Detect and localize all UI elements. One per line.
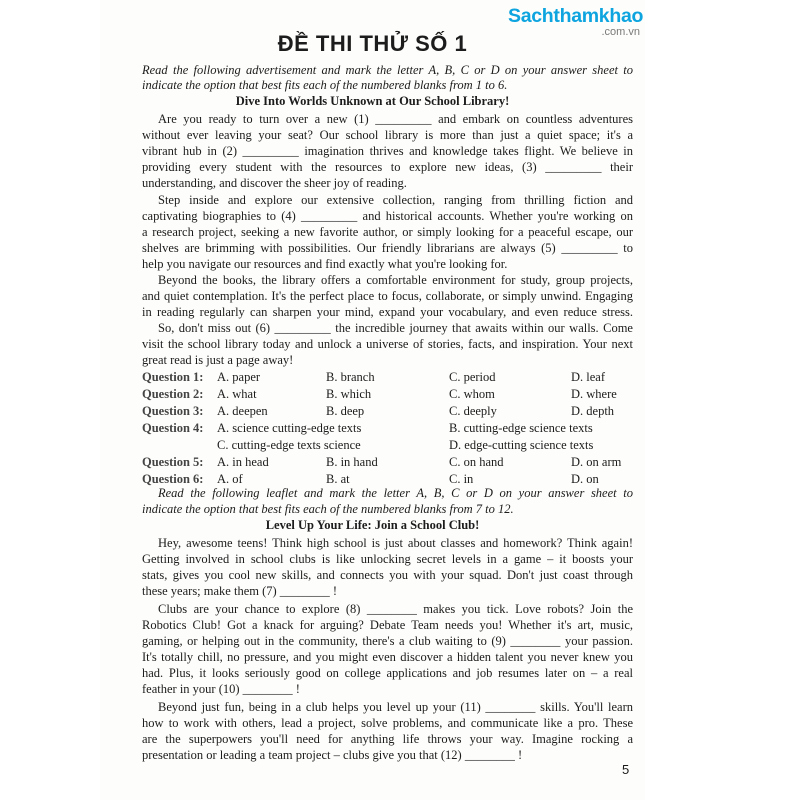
question-label: Question 3:: [142, 404, 204, 418]
option-c[interactable]: C. period: [449, 370, 496, 384]
passage-line: had. Plus, it looks seriously good on college applications and job resumes later on – a real: [142, 666, 633, 680]
exam-page: [100, 0, 645, 800]
passage-line: are the superpowers you'll need for anything life throws your way. Imagine rocking a: [142, 732, 633, 746]
passage-line: Clubs are your chance to explore (8) ________ makes you tick. Love robots? Join the: [158, 602, 633, 616]
instruction-line: Read the following advertisement and mark the letter A, B, C or D on your answer sheet to: [142, 63, 633, 77]
option-d[interactable]: D. on: [571, 472, 599, 486]
passage-line: feather in your (10) ________ !: [142, 682, 300, 696]
option-a[interactable]: A. paper: [217, 370, 261, 384]
option-b[interactable]: B. branch: [326, 370, 375, 384]
brand-name: Sachthamkhao: [508, 5, 644, 27]
passage-line: a research project, seeking a new favorite author, or simply looking for a peaceful escape, our: [142, 225, 633, 239]
question-label: Question 5:: [142, 455, 204, 469]
option-a[interactable]: A. science cutting-edge texts: [217, 421, 362, 435]
passage-line: providing every student with the resources to explore new ideas, (3) _________ their: [142, 160, 633, 174]
option-a[interactable]: A. in head: [217, 455, 269, 469]
passage-line: Step inside and explore our extensive collection, ranging from thrilling fiction and: [158, 193, 633, 207]
passage-line: captivating biographies to (4) _________ and historical accounts. Whether you're working on: [142, 209, 633, 223]
passage-line: without ever leaving your seat? Our school library is more than just a quiet space; it's a: [142, 128, 633, 142]
passage-line: understanding, and discover the sheer joy of reading.: [142, 176, 407, 190]
option-d[interactable]: D. edge-cutting science texts: [449, 438, 594, 452]
option-c[interactable]: C. whom: [449, 387, 495, 401]
brand-domain: .com.vn: [601, 26, 640, 38]
option-b[interactable]: B. cutting-edge science texts: [449, 421, 593, 435]
passage-line: presentation or leading a team project – clubs give you that (12) ________ !: [142, 748, 523, 762]
page-title: ĐỀ THI THỬ SỐ 1: [277, 31, 468, 56]
passage-heading: Level Up Your Life: Join a School Club!: [265, 518, 480, 532]
option-b[interactable]: B. in hand: [326, 455, 378, 469]
passage-line: vibrant hub in (2) _________ imagination thrives and knowledge takes flight. We believe in: [142, 144, 633, 158]
option-b[interactable]: B. deep: [326, 404, 365, 418]
instruction-line: indicate the option that best fits each of the numbered blanks from 1 to 6.: [142, 78, 508, 92]
passage-line: great read is just a page away!: [142, 353, 294, 367]
passage-line: Beyond the books, the library offers a comfortable environment for study, group projects,: [158, 273, 633, 287]
option-d[interactable]: D. on arm: [571, 455, 622, 469]
passage-line: It's totally chill, no pressure, and you might even discover a hidden talent you never knew you: [142, 650, 633, 664]
option-a[interactable]: A. of: [217, 472, 243, 486]
question-label: Question 4:: [142, 421, 204, 435]
passage-line: how to work with others, lead a project, solve problems, and communicate like a pro. These: [142, 716, 633, 730]
question-label: Question 6:: [142, 472, 204, 486]
passage-line: Hey, awesome teens! Think high school is just about classes and homework? Think again!: [158, 536, 633, 550]
passage-line: So, don't miss out (6) _________ the incredible journey that awaits within our walls. Come: [158, 321, 633, 335]
passage-line: visit the school library today and unlock a universe of stories, facts, and inspiration. Your next: [142, 337, 633, 351]
passage-line: Robotics Club! Got a knack for arguing? Debate Team needs you! Whether it's art, music,: [142, 618, 633, 632]
passage-line: Beyond just fun, being in a club helps you level up your (11) ________ skills. You'll learn: [158, 700, 633, 714]
option-a[interactable]: A. what: [217, 387, 257, 401]
option-b[interactable]: B. which: [326, 387, 372, 401]
option-d[interactable]: D. depth: [571, 404, 615, 418]
option-c[interactable]: C. in: [449, 472, 474, 486]
instruction-line: Read the following leaflet and mark the letter A, B, C or D on your answer sheet to: [158, 486, 633, 500]
option-b[interactable]: B. at: [326, 472, 350, 486]
passage-line: gaming, or helping out in the community, there's a club waiting to (9) ________ your passion.: [142, 634, 633, 648]
option-d[interactable]: D. leaf: [571, 370, 606, 384]
passage-line: in reading regularly can sharpen your mind, expand your vocabulary, and even reduce stress.: [142, 305, 633, 319]
question-label: Question 1:: [142, 370, 204, 384]
passage-line: Are you ready to turn over a new (1) _________ and embark on countless adventures: [158, 112, 633, 126]
option-c[interactable]: C. on hand: [449, 455, 504, 469]
passage-line: Getting involved in school clubs is like unlocking secret levels in a game – it boosts your: [142, 552, 633, 566]
passage-line: stats, gives you cool new skills, and connects you with your squad. Don't just coast through: [142, 568, 633, 582]
page-number: 5: [622, 762, 630, 777]
option-c[interactable]: C. deeply: [449, 404, 497, 418]
option-c[interactable]: C. cutting-edge texts science: [217, 438, 361, 452]
passage-line: shelves are brimming with possibilities. Our friendly librarians are always (5) _________ to: [142, 241, 633, 255]
instruction-line: indicate the option that best fits each of the numbered blanks from 7 to 12.: [142, 502, 514, 516]
passage-line: help you navigate our resources and find exactly what you're looking for.: [142, 257, 508, 271]
option-a[interactable]: A. deepen: [217, 404, 268, 418]
option-d[interactable]: D. where: [571, 387, 617, 401]
passage-heading: Dive Into Worlds Unknown at Our School Library!: [235, 94, 510, 108]
question-label: Question 2:: [142, 387, 204, 401]
passage-line: these years; make them (7) ________ !: [142, 584, 338, 598]
passage-line: and quiet contemplation. It's the perfect place to focus, collaborate, or simply unwind. Engaging: [142, 289, 633, 303]
